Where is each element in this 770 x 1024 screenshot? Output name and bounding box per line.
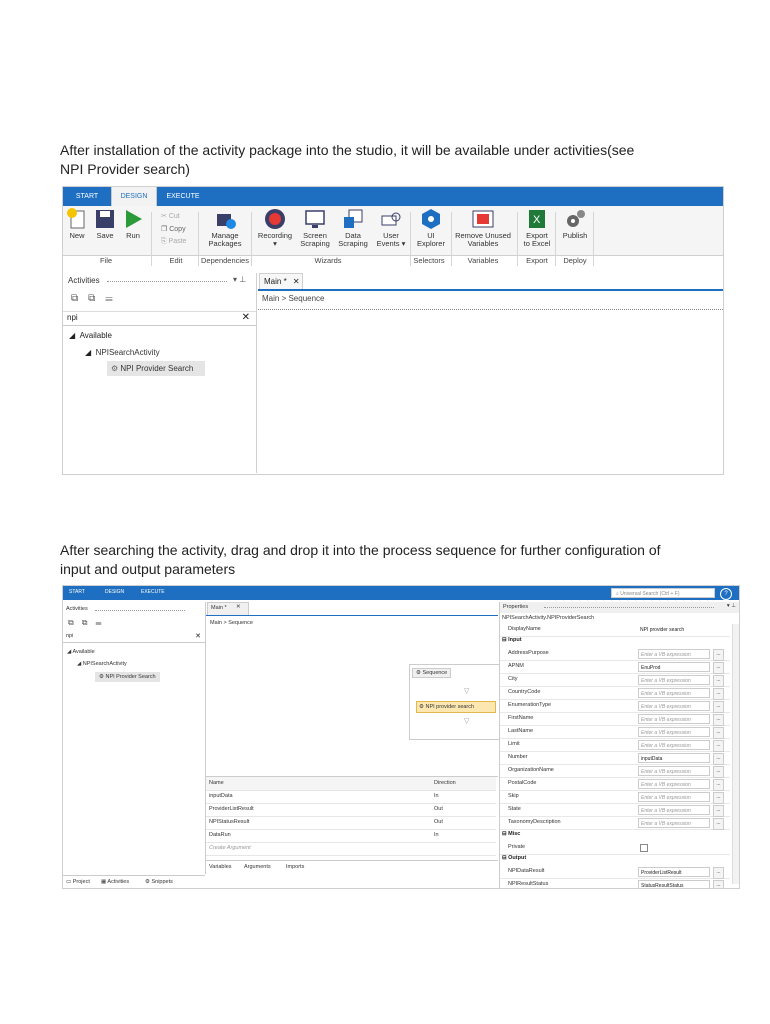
tree-available-label: Available xyxy=(79,331,112,340)
ellipsis-button[interactable]: ... xyxy=(713,675,724,687)
data-label-2: Scraping xyxy=(338,239,368,248)
property-row xyxy=(500,791,730,804)
designer-canvas[interactable] xyxy=(206,615,498,875)
user-events-icon xyxy=(380,208,402,230)
screen-scraping-icon xyxy=(304,208,326,230)
group-export: Export xyxy=(526,256,548,265)
collapse-all-icon[interactable]: ⧉ xyxy=(81,618,96,627)
tab-main-label: Main * xyxy=(264,277,287,286)
data-scraping-icon xyxy=(342,208,364,230)
tab-snippets[interactable]: ⚙ Snippets xyxy=(145,879,173,885)
export-label-1: Export xyxy=(526,231,548,240)
excel-icon xyxy=(526,208,548,230)
ellipsis-button[interactable]: ... xyxy=(713,880,724,889)
property-value[interactable]: NPI provider search xyxy=(638,625,710,635)
collapse-all-icon[interactable]: ⧉ xyxy=(88,293,106,304)
tab-activities-label: Activities xyxy=(107,879,130,885)
section-output[interactable]: ⊟ Output xyxy=(502,855,527,861)
section-output-label: Output xyxy=(508,855,527,861)
panel-toolbar xyxy=(68,618,109,628)
properties-scrollbar[interactable] xyxy=(732,624,740,884)
properties-subtitle: NPISearchActivity.NPIProviderSearch xyxy=(502,615,595,621)
argument-name: NPIStatusResult xyxy=(209,819,250,825)
drop-arrow-icon: ▽ xyxy=(464,688,470,695)
panel-menu-icon[interactable]: ▾ ⊥ xyxy=(233,275,247,284)
property-row xyxy=(500,866,730,879)
ribbon-tab-bar xyxy=(63,586,739,600)
designer-canvas[interactable] xyxy=(258,289,723,475)
header-name: Name xyxy=(209,780,224,786)
property-row xyxy=(500,778,730,791)
property-value[interactable]: ProviderListResult xyxy=(638,867,710,877)
screen-label-1: Screen xyxy=(303,231,327,240)
property-row xyxy=(500,700,730,713)
activity-search-value: npi xyxy=(67,313,78,322)
group-variables: Variables xyxy=(467,256,499,265)
export-excel-button[interactable] xyxy=(521,208,553,248)
group-deploy: Deploy xyxy=(563,256,587,265)
activities-panel xyxy=(63,273,257,473)
separator xyxy=(410,212,411,266)
filter-icon[interactable]: ☰ xyxy=(105,293,123,304)
tree-activity-label: NPI Provider Search xyxy=(120,364,194,373)
property-value[interactable]: Enter a VB expression xyxy=(638,714,710,724)
property-value[interactable]: Enter a VB expression xyxy=(638,701,710,711)
tab-activities[interactable]: ▦ Activities xyxy=(101,879,130,885)
tab-main-label: Main * xyxy=(211,605,227,611)
ellipsis-button[interactable]: ... xyxy=(713,766,724,778)
tree-item-category[interactable]: ◢ NPISearchActivity xyxy=(77,661,127,667)
separator xyxy=(517,212,518,266)
tab-start[interactable]: START xyxy=(69,589,85,595)
section-input-label: Input xyxy=(508,637,522,643)
tab-arguments[interactable]: Arguments xyxy=(244,864,271,870)
section-input[interactable]: ⊟ Input xyxy=(502,637,522,643)
section-misc[interactable]: ⊟ Misc xyxy=(502,831,521,837)
property-label: OrganizationName xyxy=(508,767,554,773)
ellipsis-button[interactable]: ... xyxy=(713,649,724,661)
drag-drop-line-1: After searching the activity, drag and drop it into the process sequence for further configuration of xyxy=(60,542,661,558)
ui-label-1: UI xyxy=(427,231,435,240)
studio-screenshot-1 xyxy=(62,186,724,475)
sequence-container[interactable] xyxy=(409,664,501,740)
property-label: APNM xyxy=(508,663,524,669)
property-label: TaxonomyDescription xyxy=(508,819,561,825)
property-label: LastName xyxy=(508,728,534,734)
intro-paragraph xyxy=(60,141,700,179)
ellipsis-button[interactable]: ... xyxy=(713,688,724,700)
cut-label: Cut xyxy=(168,213,180,220)
property-label: FirstName xyxy=(508,715,534,721)
property-value[interactable]: Enter a VB expression xyxy=(638,818,710,828)
recording-button[interactable] xyxy=(255,208,295,248)
expand-all-icon[interactable]: ⧉ xyxy=(68,618,82,627)
packages-icon xyxy=(214,208,236,230)
drag-drop-line-2: input and output parameters xyxy=(60,561,236,577)
tree-item-available[interactable]: ◢ Available xyxy=(69,331,112,340)
data-label-1: Data xyxy=(345,231,361,240)
ellipsis-button[interactable]: ... xyxy=(713,740,724,752)
tree-item-available[interactable]: ◢ Available xyxy=(67,649,95,655)
screen-label-2: Scraping xyxy=(300,239,330,248)
ellipsis-button[interactable]: ... xyxy=(713,662,724,674)
user-events-label-2: Events ▾ xyxy=(376,239,406,248)
ui-label-2: Explorer xyxy=(417,239,445,248)
separator xyxy=(451,212,452,266)
property-value[interactable]: Enter a VB expression xyxy=(638,805,710,815)
ellipsis-button[interactable]: ... xyxy=(713,714,724,726)
manage-packages-button[interactable] xyxy=(205,208,245,248)
remove-unused-variables-button[interactable] xyxy=(453,208,513,248)
npi-activity-block[interactable]: ⚙ NPI provider search xyxy=(416,701,496,713)
close-icon[interactable]: ✕ xyxy=(195,633,201,640)
chevron-down-icon: ▾ xyxy=(273,239,277,248)
property-row xyxy=(500,817,730,830)
property-label: NPIResultStatus xyxy=(508,881,549,887)
header-direction: Direction xyxy=(434,780,456,786)
svg-text:X: X xyxy=(533,214,541,226)
screen-scraping-button[interactable] xyxy=(297,208,333,248)
new-button[interactable] xyxy=(65,208,89,240)
intro-line-1: After installation of the activity package into the studio, it will be available under activities(see xyxy=(60,142,635,158)
publish-label: Publish xyxy=(562,231,588,240)
gear-icon xyxy=(564,208,586,230)
property-row xyxy=(500,648,730,661)
property-row xyxy=(500,739,730,752)
properties-title: Properties xyxy=(503,604,529,610)
close-icon[interactable]: ✕ xyxy=(241,312,250,323)
argument-name: DataRun xyxy=(209,832,231,838)
table-row[interactable] xyxy=(206,803,496,817)
drag-drop-paragraph xyxy=(60,541,700,579)
tab-design[interactable]: DESIGN xyxy=(111,187,157,206)
group-file: File xyxy=(99,256,113,265)
copy-label: Copy xyxy=(169,226,186,233)
panel-toolbar xyxy=(71,293,123,304)
activity-search-value: npi xyxy=(66,633,74,639)
property-value[interactable]: Enter a VB expression xyxy=(638,740,710,750)
activities-panel-title: Activities xyxy=(68,276,100,285)
cut-button[interactable]: ✂ Cut xyxy=(161,213,180,220)
property-value[interactable]: Enter a VB expression xyxy=(638,766,710,776)
panel-grip xyxy=(107,281,227,282)
sequence-label: Sequence xyxy=(422,670,448,676)
breadcrumb: Main > Sequence xyxy=(210,620,253,626)
new-label: New xyxy=(69,231,85,240)
tab-start[interactable]: START xyxy=(75,193,99,200)
table-row[interactable] xyxy=(206,816,496,830)
group-dependencies: Dependencies xyxy=(201,256,249,265)
property-label: State xyxy=(508,806,521,812)
property-row xyxy=(500,726,730,739)
argument-direction[interactable]: In xyxy=(434,832,439,838)
property-label: PostalCode xyxy=(508,780,537,786)
remove-label-1: Remove Unused xyxy=(455,231,511,240)
tree-item-activity[interactable]: ⚙ NPI Provider Search xyxy=(95,672,160,682)
group-selectors: Selectors xyxy=(413,256,445,265)
remove-label-2: Variables xyxy=(467,239,499,248)
tab-execute[interactable]: EXECUTE xyxy=(166,193,200,200)
property-value[interactable]: Enter a VB expression xyxy=(638,688,710,698)
paste-button[interactable]: ⎘ Paste xyxy=(161,238,187,245)
npi-activity-label: NPI provider search xyxy=(425,704,475,710)
property-value[interactable]: Enter a VB expression xyxy=(638,792,710,802)
save-button[interactable] xyxy=(93,208,117,240)
ribbon xyxy=(63,206,723,265)
argument-direction[interactable]: In xyxy=(434,793,439,799)
properties-panel xyxy=(499,602,740,888)
property-label: NPIDataResult xyxy=(508,868,545,874)
section-misc-label: Misc xyxy=(508,831,521,837)
property-row xyxy=(500,687,730,700)
arguments-header xyxy=(206,777,496,791)
export-label-2: to Excel xyxy=(523,239,551,248)
activity-search-field[interactable] xyxy=(63,632,205,643)
activity-icon: ⚙ xyxy=(111,364,119,373)
separator xyxy=(151,212,152,266)
ellipsis-button[interactable]: ... xyxy=(713,792,724,804)
separator xyxy=(251,212,252,266)
ellipsis-button[interactable]: ... xyxy=(713,818,724,830)
ellipsis-button[interactable]: ... xyxy=(713,701,724,713)
ellipsis-button[interactable]: ... xyxy=(713,727,724,739)
breadcrumb: Main > Sequence xyxy=(262,294,325,303)
table-row[interactable] xyxy=(206,829,496,843)
expand-all-icon[interactable]: ⧉ xyxy=(71,293,89,304)
property-value[interactable]: Enter a VB expression xyxy=(638,675,710,685)
save-icon xyxy=(94,208,116,230)
property-label: Private xyxy=(508,844,526,850)
ellipsis-button[interactable]: ... xyxy=(713,779,724,791)
ellipsis-button[interactable]: ... xyxy=(713,867,724,879)
tree-category-label: NPISearchActivity xyxy=(82,661,127,667)
intro-line-2: NPI Provider search) xyxy=(60,161,190,177)
private-checkbox[interactable] xyxy=(640,844,648,852)
property-value[interactable]: inputData xyxy=(638,753,710,763)
paste-label: Paste xyxy=(168,238,187,245)
help-icon[interactable]: ? xyxy=(720,588,732,600)
panel-grip xyxy=(95,610,185,611)
property-label: EnumerationType xyxy=(508,702,552,708)
tab-project[interactable]: ▭ Project xyxy=(66,879,90,885)
property-value[interactable]: Enter a VB expression xyxy=(638,727,710,737)
separator xyxy=(198,212,199,266)
group-wizards: Wizards xyxy=(314,256,342,265)
property-label: City xyxy=(508,676,518,682)
arguments-panel xyxy=(206,776,498,859)
property-label: Number xyxy=(508,754,528,760)
property-row xyxy=(500,674,730,687)
variables-icon xyxy=(472,208,494,230)
tree-activity-label: NPI Provider Search xyxy=(105,674,156,680)
ui-explorer-icon xyxy=(420,208,442,230)
group-edit: Edit xyxy=(169,256,183,265)
tab-main[interactable] xyxy=(207,602,249,616)
user-events-label-1: User xyxy=(383,231,399,240)
new-file-icon xyxy=(66,208,88,230)
user-events-label-text: Events xyxy=(376,239,400,248)
property-label: CountryCode xyxy=(508,689,541,695)
publish-button[interactable] xyxy=(559,208,591,240)
property-value[interactable]: EnuProd xyxy=(638,662,710,672)
argument-name: inputData xyxy=(209,793,233,799)
create-argument-row[interactable] xyxy=(206,842,496,856)
canvas-divider xyxy=(258,309,723,310)
argument-direction[interactable]: Out xyxy=(434,806,443,812)
close-tab-icon[interactable]: ✕ xyxy=(236,604,241,610)
studio-screenshot-2 xyxy=(62,585,740,889)
property-label: DisplayName xyxy=(508,626,541,632)
property-value[interactable]: Enter a VB expression xyxy=(638,779,710,789)
panel-grip xyxy=(544,607,714,608)
user-events-button[interactable] xyxy=(373,208,409,248)
designer-bottom-tabs xyxy=(206,860,498,875)
properties-grid xyxy=(500,624,732,888)
separator xyxy=(593,212,594,266)
activities-panel-title: Activities xyxy=(66,606,88,612)
property-row xyxy=(500,804,730,817)
ellipsis-button[interactable]: ... xyxy=(713,753,724,765)
tab-execute[interactable]: EXECUTE xyxy=(141,589,165,595)
ui-explorer-button[interactable] xyxy=(413,208,449,248)
activity-search-field[interactable] xyxy=(63,311,256,326)
data-scraping-button[interactable] xyxy=(335,208,371,248)
tree-item-activity[interactable] xyxy=(107,361,205,376)
save-label: Save xyxy=(96,231,114,240)
property-row xyxy=(500,879,730,889)
tab-variables[interactable]: Variables xyxy=(209,864,232,870)
drop-arrow-icon: ▽ xyxy=(464,718,470,725)
properties-title-bar xyxy=(500,602,740,613)
filter-icon[interactable]: ☰ xyxy=(95,618,110,627)
sequence-header: ⚙ Sequence xyxy=(412,668,451,678)
tree-category-label: NPISearchActivity xyxy=(95,348,160,357)
property-row xyxy=(500,624,730,637)
tab-design[interactable]: DESIGN xyxy=(105,589,125,595)
property-label: AddressPurpose xyxy=(508,650,549,656)
universal-search-input[interactable]: ⌕ Universal Search (Ctrl + F) xyxy=(611,588,715,598)
run-button[interactable] xyxy=(121,208,145,240)
property-label: Skip xyxy=(508,793,519,799)
tab-snippets-label: Snippets xyxy=(151,879,173,885)
activities-panel xyxy=(63,602,206,885)
manage-label-1: Manage xyxy=(211,231,239,240)
table-row[interactable] xyxy=(206,790,496,804)
ribbon-tab-bar xyxy=(63,187,723,206)
property-value[interactable]: Enter a VB expression xyxy=(638,649,710,659)
separator xyxy=(555,212,556,266)
tab-project-label: Project xyxy=(72,879,90,885)
ellipsis-button[interactable]: ... xyxy=(713,805,724,817)
universal-search-placeholder: Universal Search (Ctrl + F) xyxy=(620,591,680,597)
property-value[interactable]: StatusResultStatus xyxy=(638,880,710,889)
left-bottom-tabs xyxy=(63,875,205,888)
tree-item-category[interactable]: ◢ NPISearchActivity xyxy=(85,348,160,357)
record-icon xyxy=(264,208,286,230)
recording-label: Recording xyxy=(257,231,293,240)
tab-imports[interactable]: Imports xyxy=(286,864,305,870)
panel-menu-icon[interactable]: ▾ ⊥ xyxy=(726,603,736,609)
property-label: Limit xyxy=(508,741,520,747)
argument-direction[interactable]: Out xyxy=(434,819,443,825)
manage-label-2: Packages xyxy=(208,239,242,248)
copy-button[interactable]: ❐ Copy xyxy=(161,226,186,233)
property-row xyxy=(500,752,730,765)
run-label: Run xyxy=(126,231,140,240)
tree-available-label: Available xyxy=(72,649,95,655)
property-row xyxy=(500,661,730,674)
property-row xyxy=(500,842,730,855)
close-tab-icon[interactable]: ✕ xyxy=(292,277,300,286)
play-icon xyxy=(122,208,144,230)
argument-name: ProviderListResult xyxy=(209,806,254,812)
create-argument-label: Create Argument xyxy=(209,845,251,851)
tab-main[interactable] xyxy=(259,273,303,289)
property-row xyxy=(500,765,730,778)
property-row xyxy=(500,713,730,726)
